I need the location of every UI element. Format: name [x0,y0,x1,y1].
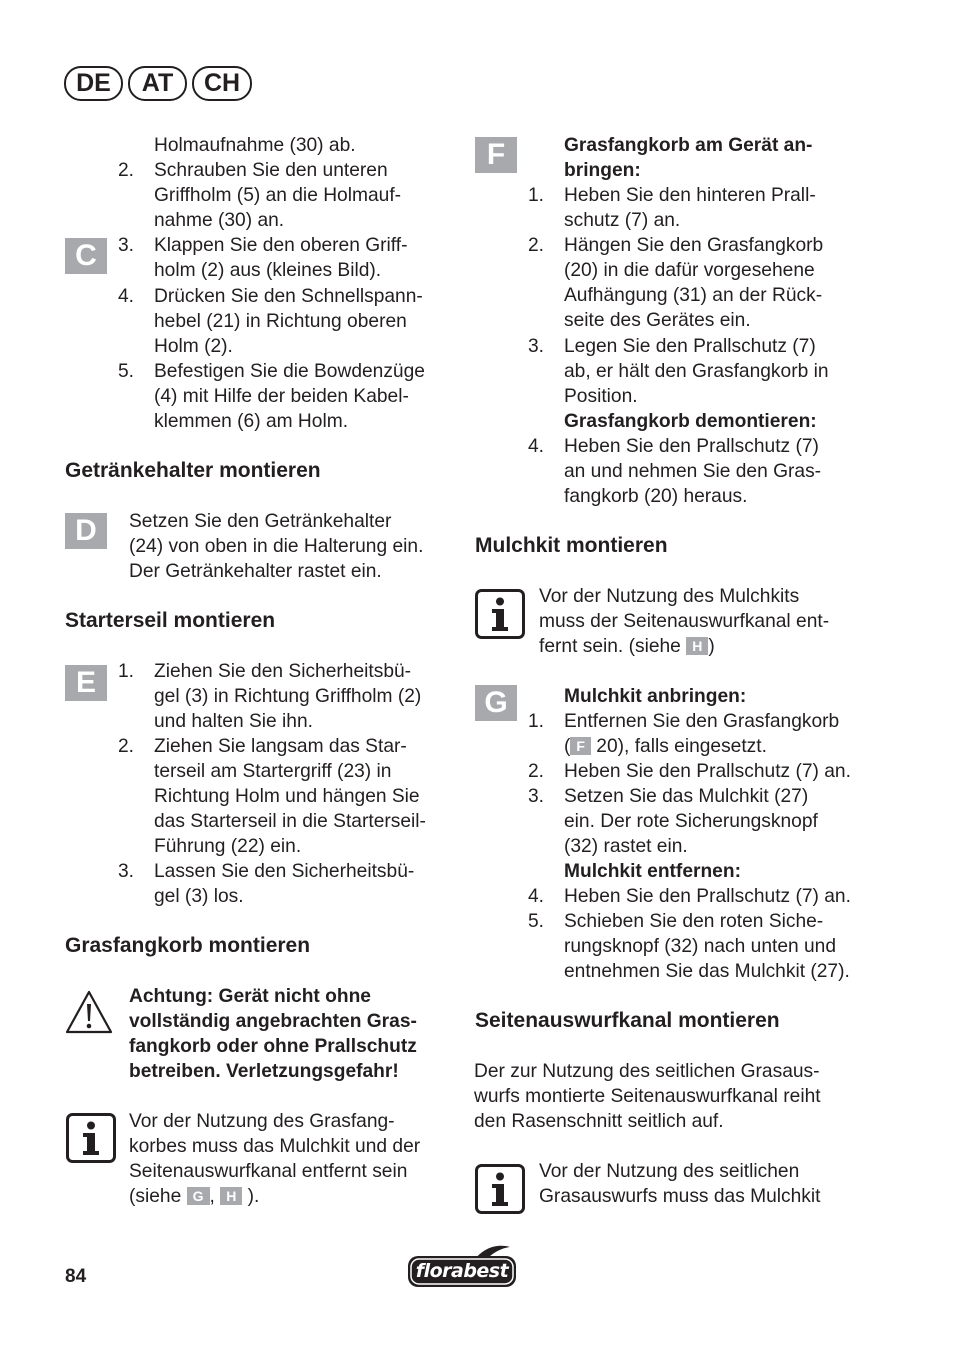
step-number: 1. [528,711,545,732]
info-text: Vor der Nutzung des Grasfang- [129,1111,395,1132]
step-number: 3. [528,336,545,357]
step-text: Schieben Sie den roten Siche- [564,911,824,932]
step-text: Hängen Sie den Grasfangkorb [564,235,824,256]
warning-icon [64,989,114,1035]
step-text: gel (3) in Richtung Griffholm (2) [154,686,422,707]
info-text: fernt sein. (siehe [539,636,681,657]
info-text: muss der Seitenauswurfkanal ent- [539,611,830,632]
warning-text: betreiben. Verletzungsgefahr! [129,1061,399,1082]
info-text: (siehe [129,1186,182,1207]
step-text: schutz (7) an. [564,210,681,231]
drink-holder-text: Setzen Sie den Getränkehalter [129,511,392,532]
step-number: 2. [528,235,545,256]
drink-holder-text: (24) von oben in die Halterung ein. [129,536,424,557]
step-number: 1. [528,185,545,206]
step-number: 5. [118,361,135,382]
step-text: Schrauben Sie den unteren [154,160,388,181]
page-number: 84 [65,1266,87,1287]
step-text: klemmen (6) am Holm. [154,411,349,432]
step-text: an und nehmen Sie den Gras- [564,461,822,482]
figure-ref-f: F [570,737,591,755]
step-number: 4. [528,436,545,457]
info-text: korbes muss das Mulchkit und der [129,1136,421,1157]
step-text: ab, er hält den Grasfangkorb in [564,361,829,382]
step-text: Ziehen Sie den Sicherheitsbü- [154,661,412,682]
info-icon [475,589,525,639]
side-discharge-text: wurfs montierte Seitenauswurfkanal reiht [474,1086,821,1107]
step-text: Holm (2). [154,336,233,357]
figure-ref-h: H [686,637,708,655]
step-text: nahme (30) an. [154,210,285,231]
step-text: fangkorb (20) heraus. [564,486,748,507]
heading-mulch-kit: Mulchkit montieren [475,534,668,557]
step-text: ein. Der rote Sicherungsknopf [564,811,818,832]
step-text: (20) in die dafür vorgesehene [564,260,815,281]
subheading-grass-attach: bringen: [564,160,641,181]
step-number: 2. [118,736,135,757]
heading-drink-holder: Getränkehalter montieren [65,459,321,482]
lang-tag-at: AT [128,66,187,101]
step-text: Lassen Sie den Sicherheitsbü- [154,861,415,882]
step-number: 2. [118,160,135,181]
figure-ref-g: G [187,1187,210,1205]
info-text: Vor der Nutzung des Mulchkits [539,586,800,607]
drink-holder-text: Der Getränkehalter rastet ein. [129,561,382,582]
florabest-logo [406,1244,518,1290]
step-text: das Starterseil in die Starterseil- [154,811,426,832]
info-text-reference [539,634,715,659]
step-text: 20), falls eingesetzt. [596,736,767,757]
step-text: entnehmen Sie das Mulchkit (27). [564,961,850,982]
step-text: gel (3) los. [154,886,244,907]
brand-text: florabest [415,1260,509,1282]
step-number: 4. [118,286,135,307]
warning-text: vollständig angebrachten Gras- [129,1011,417,1032]
figure-marker-g: G [475,685,517,721]
figure-ref-h: H [220,1187,242,1205]
step-number: 1. [118,661,135,682]
step-text: rungsknopf (32) nach unten und [564,936,837,957]
figure-marker-f: F [475,137,517,173]
info-icon [66,1113,116,1163]
info-text: Grasauswurfs muss das Mulchkit [539,1186,821,1207]
step-text: Befestigen Sie die Bowdenzüge [154,361,425,382]
lang-tag-ch: CH [192,66,252,101]
step-text: (32) rastet ein. [564,836,688,857]
step-text: und halten Sie ihn. [154,711,313,732]
step-text: Heben Sie den Prallschutz (7) an. [564,886,851,907]
step-text: Griffholm (5) an die Holmauf- [154,185,402,206]
step-text: seite des Gerätes ein. [564,310,751,331]
side-discharge-text: den Rasenschnitt seitlich auf. [474,1111,724,1132]
step-text: Heben Sie den hinteren Prall- [564,185,816,206]
info-text: Seitenauswurfkanal entfernt sein [129,1161,408,1182]
step-number: 4. [528,886,545,907]
figure-marker-e: E [65,665,107,701]
info-text: Vor der Nutzung des seitlichen [539,1161,800,1182]
figure-marker-c: C [65,238,107,274]
figure-marker-d: D [65,513,107,549]
step-number: 3. [118,235,135,256]
step-text: Führung (22) ein. [154,836,302,857]
step-text: Ziehen Sie langsam das Star- [154,736,407,757]
step-text: Richtung Holm und hängen Sie [154,786,420,807]
step-text: Drücken Sie den Schnellspann- [154,286,423,307]
info-icon [475,1164,525,1214]
separator: , [209,1186,215,1207]
side-discharge-text: Der zur Nutzung des seitlichen Grasaus- [474,1061,820,1082]
warning-text: Achtung: Gerät nicht ohne [129,986,371,1007]
heading-side-discharge: Seitenauswurfkanal montieren [475,1009,780,1032]
step-text: hebel (21) in Richtung oberen [154,311,407,332]
step-number: 2. [528,761,545,782]
subheading-grass-remove: Grasfangkorb demontieren: [564,411,817,432]
step-text: Entfernen Sie den Grasfangkorb [564,711,840,732]
subheading-grass-attach: Grasfangkorb am Gerät an- [564,135,813,156]
step-number: 3. [528,786,545,807]
info-text-reference [129,1184,259,1209]
warning-text: fangkorb oder ohne Prallschutz [129,1036,417,1057]
step-text-reference [564,734,767,759]
heading-grass-box: Grasfangkorb montieren [65,934,311,957]
step-number: 5. [528,911,545,932]
step-text: Heben Sie den Prallschutz (7) an. [564,761,851,782]
step-text: Aufhängung (31) an der Rück- [564,285,823,306]
info-text: ) [708,636,715,657]
lang-tag-de: DE [64,66,123,101]
step-text: Holmaufnahme (30) ab. [154,135,356,156]
subheading-mulch-attach: Mulchkit anbringen: [564,686,747,707]
step-text: Setzen Sie das Mulchkit (27) [564,786,809,807]
step-text: Legen Sie den Prallschutz (7) [564,336,816,357]
step-text: holm (2) aus (kleines Bild). [154,260,382,281]
step-text: terseil am Startergriff (23) in [154,761,392,782]
step-text: ( [564,736,571,757]
subheading-mulch-remove: Mulchkit entfernen: [564,861,741,882]
step-text: Heben Sie den Prallschutz (7) [564,436,819,457]
step-text: (4) mit Hilfe der beiden Kabel- [154,386,409,407]
step-text: Klappen Sie den oberen Griff- [154,235,408,256]
step-text: Position. [564,386,638,407]
step-number: 3. [118,861,135,882]
info-text: ). [247,1186,260,1207]
heading-starter-rope: Starterseil montieren [65,609,276,632]
